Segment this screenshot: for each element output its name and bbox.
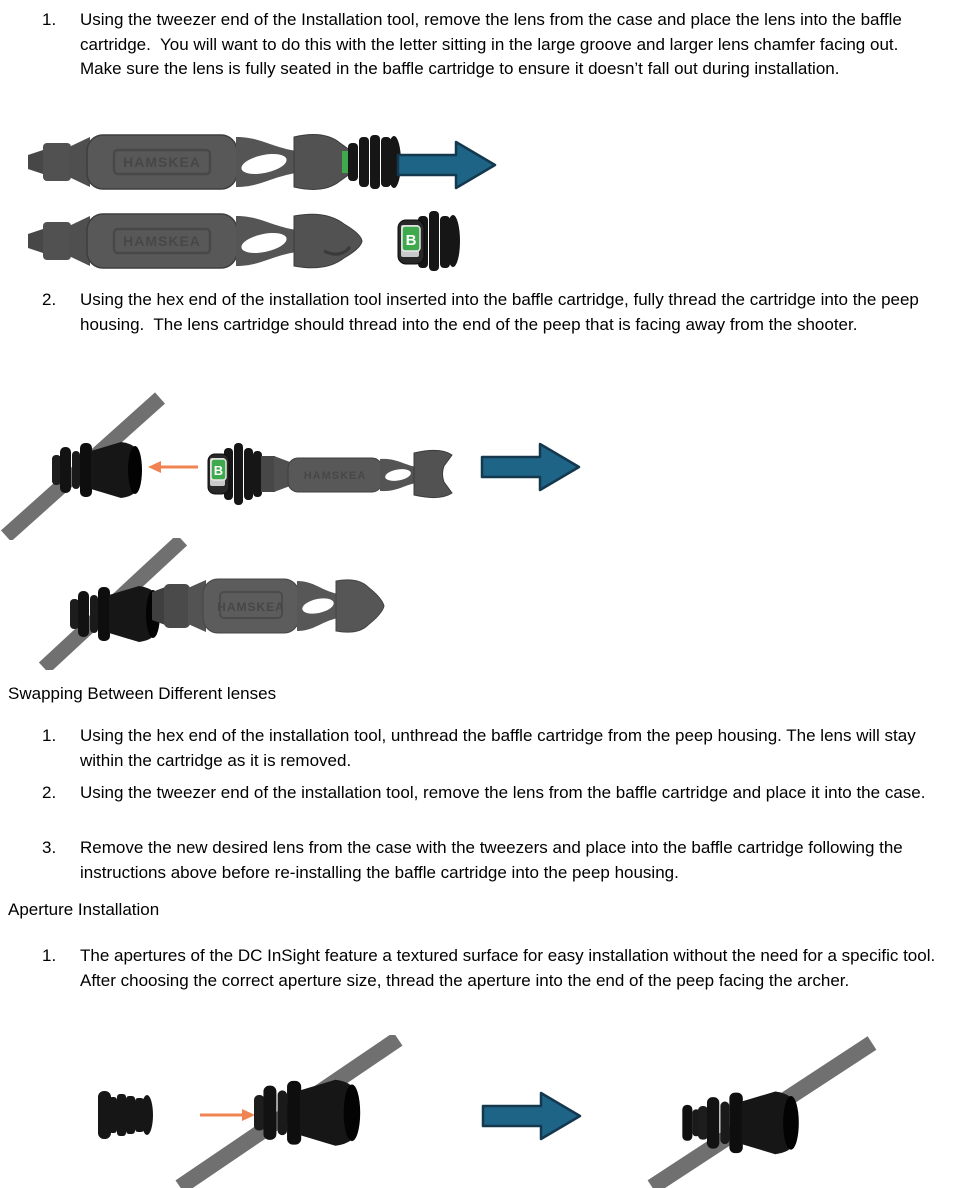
section-heading-aperture: Aperture Installation: [8, 900, 160, 919]
installation-tool-with-cartridge-illustration: [28, 135, 401, 190]
list-number: 3.: [42, 838, 57, 857]
tool-brand-text: HAMSKEA: [217, 600, 285, 614]
attached-cartridge-illustration: [348, 135, 401, 189]
list-number: 2.: [42, 783, 57, 802]
peep-housing-illustration: [70, 586, 160, 642]
installation-tool-illustration: [28, 214, 362, 268]
swap-step-2: [42, 781, 942, 806]
tool-brand-text: HAMSKEA: [123, 233, 201, 249]
orange-arrow-right-icon: [200, 1109, 255, 1121]
figure-aperture-install: [0, 1035, 966, 1188]
tool-brand-text: HAMSKEA: [303, 470, 367, 482]
swap-step-3: [42, 836, 942, 885]
list-number: 1.: [42, 726, 57, 745]
install-step-2: [42, 288, 942, 337]
section-heading-swapping: Swapping Between Different lenses: [8, 684, 277, 703]
step-text: Using the tweezer end of the Installation tool, remove the lens from the case and place the lens into the baffle cartridge. You will want to do this with the letter sitting in the large groove and larger lens chamfer facing out. Make sure the lens is fully seated in the baffle cartridge to ensure it doesn’t fall out during installation.: [80, 10, 908, 78]
figure-tool-in-peep: [0, 538, 966, 670]
figure-lens-into-cartridge: [0, 123, 966, 279]
swap-step-1: [42, 724, 942, 773]
baffle-cartridge-illustration: [398, 211, 460, 271]
tool-with-cartridge-hex-end-illustration: [208, 443, 452, 505]
peep-housing-illustration: [52, 442, 142, 498]
aperture-step-1: [42, 944, 942, 993]
step-text: Using the hex end of the installation tool inserted into the baffle cartridge, fully thread the cartridge into the peep housing. The lens cartridge should thread into the end of the peep that is facing away from the shooter.: [80, 290, 924, 334]
list-number: 2.: [42, 290, 57, 309]
aperture-illustration: [98, 1091, 153, 1139]
step-text: The apertures of the DC InSight feature a textured surface for easy installation without the need for a specific tool. After choosing the correct aperture size, thread the aperture into the end of the peep facing the archer.: [80, 946, 944, 990]
arrow-right-icon: [482, 444, 579, 490]
list-number: 1.: [42, 946, 57, 965]
orange-arrow-left-icon: [148, 461, 198, 473]
arrow-right-icon: [398, 142, 495, 188]
install-step-1: [42, 8, 942, 82]
lens-letter-label: B: [405, 232, 417, 249]
lens-letter-label: B: [213, 463, 224, 478]
step-text: Remove the new desired lens from the case with the tweezers and place into the baffle cartridge following the instructions above before re-installing the baffle cartridge into the peep housing.: [80, 838, 908, 882]
assembled-peep-illustration: [682, 1091, 798, 1154]
step-text: Using the hex end of the installation tool, unthread the baffle cartridge from the peep housing. The lens will stay within the cartridge as it is removed.: [80, 726, 921, 770]
arrow-right-icon: [483, 1093, 580, 1139]
peep-housing-illustration: [254, 1080, 360, 1146]
list-number: 1.: [42, 10, 57, 29]
figure-cartridge-into-peep: [0, 392, 966, 540]
installation-tool-in-peep-illustration: [152, 579, 384, 633]
tool-brand-text: HAMSKEA: [123, 154, 201, 170]
step-text: Using the tweezer end of the installation tool, remove the lens from the baffle cartridge and place it into the case.: [80, 783, 926, 802]
